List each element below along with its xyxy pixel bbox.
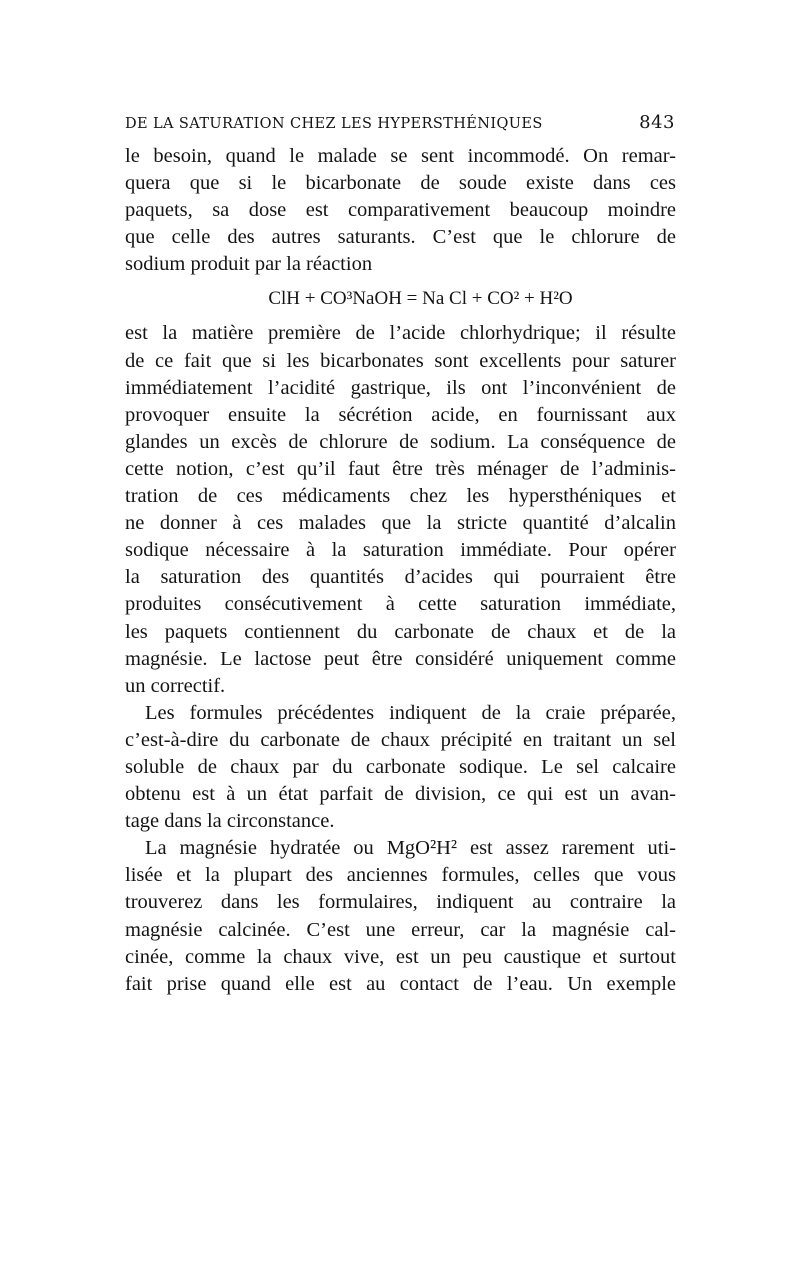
- text-line: sodium produit par la réaction: [125, 253, 373, 276]
- page-number: 843: [639, 112, 675, 133]
- paragraph-2: [125, 320, 676, 699]
- text-line: que celle des autres saturants. C’est que le chlorure de: [125, 226, 676, 249]
- text-line: paquets, sa dose est comparativement beaucoup moindre: [125, 199, 676, 222]
- paragraph-4: [125, 835, 676, 998]
- text-line: sodique nécessaire à la saturation immédiate. Pour opérer: [125, 539, 676, 562]
- text-line: c’est-à-dire du carbonate de chaux précipité en traitant un sel: [125, 728, 676, 751]
- text-line: glandes un excès de chlorure de sodium. La conséquence de: [125, 430, 676, 453]
- body-text: [125, 143, 676, 998]
- running-title: DE LA SATURATION CHEZ LES HYPERSTHÉNIQUES: [125, 116, 543, 132]
- text-line: cette notion, c’est qu’il faut être très ménager de l’adminis-: [125, 457, 676, 480]
- text-line: quera que si le bicarbonate de soude existe dans ces: [125, 172, 676, 195]
- text-line: tage dans la circonstance.: [125, 810, 335, 833]
- text-line: provoquer ensuite la sécrétion acide, en fournissant aux: [125, 403, 676, 426]
- paragraph-1: [125, 143, 676, 278]
- text-line: tration de ces médicaments chez les hypersthéniques et: [125, 485, 676, 508]
- text-line: obtenu est à un état parfait de division, ce qui est un avan-: [125, 783, 676, 806]
- text-line: magnésie. Le lactose peut être considéré uniquement comme: [125, 647, 676, 670]
- text-line: La magnésie hydratée ou MgO²H² est assez rarement uti-: [145, 837, 676, 860]
- text-line: de ce fait que si les bicarbonates sont excellents pour saturer: [125, 349, 676, 372]
- text-line: ne donner à ces malades que la stricte quantité d’alcalin: [125, 512, 676, 535]
- running-head: [125, 112, 675, 142]
- text-line: un correctif.: [125, 674, 226, 697]
- text-line: immédiatement l’acidité gastrique, ils ont l’inconvénient de: [125, 376, 676, 399]
- text-line: le besoin, quand le malade se sent incommodé. On remar-: [125, 145, 676, 167]
- text-line: magnésie calcinée. C’est une erreur, car la magnésie cal-: [125, 918, 676, 941]
- paragraph-3: [125, 700, 676, 835]
- text-line: soluble de chaux par du carbonate sodique. Le sel calcaire: [125, 755, 676, 778]
- chemical-equation: ClH + CO³NaOH = Na Cl + CO² + H²O: [268, 288, 573, 310]
- text-line: trouverez dans les formulaires, indiquent au contraire la: [125, 891, 676, 914]
- text-line: les paquets contiennent du carbonate de chaux et de la: [125, 620, 676, 643]
- text-line: la saturation des quantités d’acides qui pourraient être: [125, 566, 676, 589]
- text-line: lisée et la plupart des anciennes formules, celles que vous: [125, 864, 676, 887]
- text-line: fait prise quand elle est au contact de l’eau. Un exemple: [125, 972, 676, 995]
- text-line: cinée, comme la chaux vive, est un peu caustique et surtout: [125, 945, 676, 968]
- text-line: produites consécutivement à cette saturation immédiate,: [125, 593, 676, 616]
- text-line: Les formules précédentes indiquent de la craie préparée,: [145, 701, 676, 724]
- text-line: est la matière première de l’acide chlorhydrique; il résulte: [125, 322, 676, 345]
